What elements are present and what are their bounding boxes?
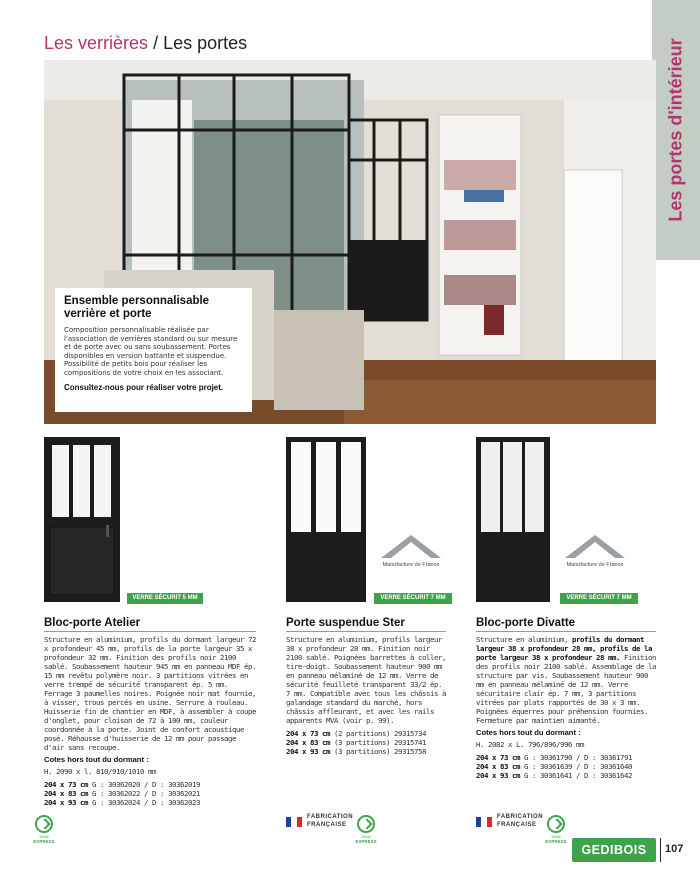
product-atelier-cotes: Cotes hors tout du dormant :: [44, 755, 149, 764]
product-atelier: [44, 617, 256, 807]
ref-row: 204 x 73 cm (2 partitions) 29315734: [286, 729, 426, 738]
product-atelier-dims: H. 2090 x l. 810/910/1010 mm: [44, 767, 156, 776]
info-box-title: Ensemble personnalisable verrière et porte: [64, 295, 210, 320]
french-flag-icon: [286, 817, 302, 827]
product-divatte: [476, 617, 656, 780]
product-atelier-refs: [44, 780, 256, 807]
ref-row: 204 x 73 cm G : 30362020 / D : 30362019: [44, 780, 200, 789]
manufacture-label: Manufacture de France: [382, 562, 440, 568]
french-flag-icon: [476, 817, 492, 827]
manufacture-triangle-icon: [560, 530, 630, 560]
product-divatte-refs: [476, 753, 656, 780]
page-title: [44, 33, 247, 54]
section-tab: [652, 0, 700, 260]
verre-badge-atelier: VERRE SÉCURIT 5 MM: [127, 593, 203, 604]
product-ster: [286, 617, 446, 756]
product-atelier-name: Bloc-porte Atelier: [44, 617, 256, 632]
product-ster-desc: Structure en aluminium, profils largeur 38 x profondeur 28 mm. Finition noir 2100 sablé. Poignées barrettes à coller, tire-doigt. Soubassement hauteur 900 mm en panneau mélaminé de 12 mm. Verre de sécurité feuilleté transparent 33/2 ép. 7 mm. Compatible avec tous les châssis à galandage standard du marché, hors châssis affleurant, et avec les rails apparents MVA (voir p. 99).: [286, 635, 446, 725]
title-portes: Les portes: [163, 33, 248, 53]
express-delivery-icon: Delai EXPRESS: [542, 815, 570, 844]
product-ster-refs: [286, 729, 446, 756]
info-box-body: Composition personnalisable réalisée par l'association de verrières standard ou sur mesure et de porte avec ou sans soubassement. Portes disponibles en version battante et suspendue. Possibilité de petits bois pour réaliser les compositions de votre choix en les associant.: [64, 326, 238, 377]
title-verrieres: Les verrières: [44, 33, 149, 53]
ster-door-image: [286, 437, 366, 602]
ref-row: 204 x 83 cm G : 30362022 / D : 30362021: [44, 789, 200, 798]
gedibois-logo: GEDIBOIS: [572, 838, 656, 862]
product-divatte-dims: H. 2082 x L. 796/896/996 mm: [476, 740, 584, 749]
manufacture-triangle-icon: [376, 530, 446, 560]
express-delivery-icon: Delai EXPRESS: [30, 815, 58, 844]
manufacture-logo-ster: [376, 530, 446, 568]
info-box-cta: Consultez-nous pour réaliser votre projet.: [64, 382, 224, 392]
product-divatte-name: Bloc-porte Divatte: [476, 617, 656, 632]
divatte-door-image: [476, 437, 550, 602]
ref-row: 204 x 83 cm (3 partitions) 29315741: [286, 738, 426, 747]
ref-row: 204 x 93 cm (3 partitions) 29315758: [286, 747, 426, 756]
page-number-divider: [660, 838, 661, 862]
atelier-door-image: [44, 437, 120, 602]
ref-row: 204 x 93 cm G : 30362024 / D : 30362023: [44, 798, 200, 807]
ref-row: 204 x 93 cm G : 30361641 / D : 30361642: [476, 771, 632, 780]
verre-badge-ster: VERRE SÉCURIT 7 MM: [374, 593, 452, 604]
page-number: 107: [665, 843, 684, 855]
product-ster-name: Porte suspendue Ster: [286, 617, 446, 632]
product-divatte-desc: Structure en aluminium, profils du dormant largeur 38 x profondeur 28 mm, profils de la porte largeur 38 x profondeur 28 mm. Finition des profils noir 2100 sablé. Assemblage de la structure par vis. Soubassement hauteur 900 mm en panneau mélaminé de 12 mm. Verre sécuritaire clair ép. 7 mm, 3 partitions vitrées par plats rapportés de 30 x 3 mm. Poignées équerres pour préhension fournies. Fermeture par maintien aimanté.: [476, 635, 656, 725]
product-divatte-cotes: Cotes hors tout du dormant :: [476, 728, 581, 737]
ref-row: 204 x 83 cm G : 30361639 / D : 30361640: [476, 762, 632, 771]
title-separator: /: [153, 33, 159, 53]
express-delivery-icon: Delai EXPRESS: [352, 815, 380, 844]
manufacture-label: Manufacture de France: [566, 562, 624, 568]
section-tab-label: Les portes d'intérieur: [665, 38, 686, 222]
verre-badge-divatte: VERRE SÉCURIT 7 MM: [560, 593, 638, 604]
product-atelier-desc: Structure en aluminium, profils du dormant largeur 72 x profondeur 45 mm, profils de la porte largeur 35 x profondeur 32 mm. Finition des profils noir 2100 sablé. Soubassement hauteur 945 mm en panneau MDF ép. 15 mm revêtu polymère noir. 3 partitions vitrées en verre trempé de sécurité transparent ép. 5 mm. Ferrage 3 paumelles noires. Poignée noir mat fournie, à visser, trous percés en usine. Serrure à rouleau. Huisserie fin de chantier en MDF, à assembler à coupe d'onglet, pour cloison de 72 à 100 mm, couleur coordonnée à la porte. Joint de confort acoustique posé. Réhausse d'huisserie de 12 mm pour passage d'air sans recoupe.: [44, 635, 256, 752]
ref-row: 204 x 73 cm G : 30361790 / D : 30361791: [476, 753, 632, 762]
info-box: [55, 288, 252, 412]
manufacture-logo-divatte: [560, 530, 630, 568]
